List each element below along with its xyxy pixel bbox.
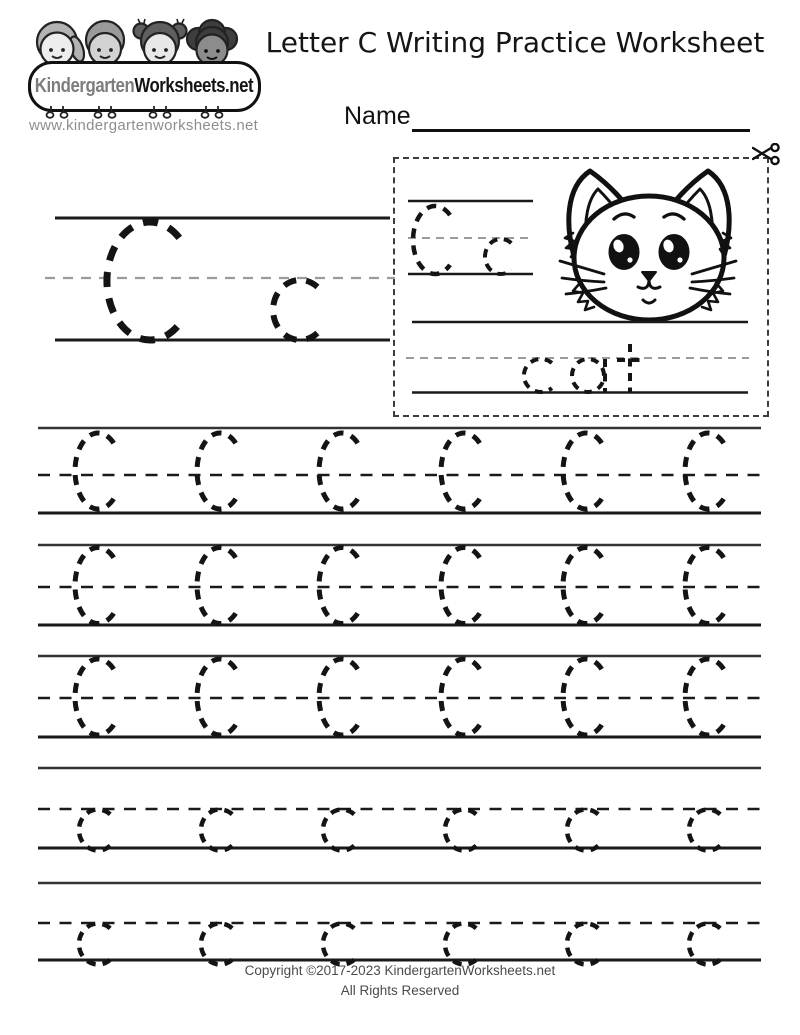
- copyright-text: Copyright ©2017-2023 KindergartenWorksheets.net: [244, 963, 556, 978]
- logo-badge: [28, 61, 261, 112]
- page-title: Letter C Writing Practice Worksheet: [265, 26, 765, 59]
- logo-text: [35, 75, 253, 98]
- trace-letter-C: [563, 548, 602, 624]
- trace-letter-C: [197, 548, 236, 624]
- kid-girl-pigtails: [134, 19, 187, 65]
- trace-letter-c: [201, 809, 232, 850]
- trace-letter-C: [75, 433, 114, 509]
- kid-boy-curly: [187, 20, 237, 66]
- trace-letter-c: [689, 810, 720, 851]
- scissors-icon: [752, 143, 782, 167]
- kid-boy-gray: [86, 21, 124, 65]
- trace-letter-C: [441, 433, 480, 509]
- trace-letter-C: [319, 548, 358, 624]
- trace-letter-C: [319, 433, 358, 509]
- kid-girl-ponytail: [37, 22, 87, 66]
- intro-uppercase-letter: [107, 222, 179, 340]
- trace-letter-C: [197, 659, 236, 735]
- trace-letter-C: [441, 659, 480, 735]
- trace-letter-C: [75, 659, 114, 735]
- trace-letter-C: [197, 433, 236, 509]
- practice-row-2: [38, 545, 761, 625]
- logo-text-kindergarten: Kindergarten: [35, 75, 135, 97]
- practice-row-5: [38, 883, 761, 965]
- practice-row-1: [38, 428, 761, 513]
- trace-letter-c: [567, 809, 598, 850]
- trace-letter-C: [441, 548, 480, 624]
- logo-text-worksheets: Worksheets.net: [134, 75, 254, 97]
- name-label: Name: [344, 102, 411, 130]
- trace-letter-C: [319, 659, 358, 735]
- trace-letter-c: [445, 923, 476, 964]
- trace-letter-c: [445, 809, 476, 850]
- trace-letter-c: [323, 923, 354, 964]
- trace-letter-c: [689, 923, 720, 964]
- name-blank-line: [412, 129, 750, 132]
- trace-letter-C: [563, 433, 602, 509]
- trace-letter-C: [685, 659, 724, 735]
- footer: [0, 961, 800, 1001]
- intro-example: [45, 218, 395, 340]
- trace-letter-c: [79, 809, 110, 850]
- trace-letter-C: [563, 659, 602, 735]
- cat-head: [574, 196, 724, 320]
- trace-letter-c: [201, 923, 232, 964]
- cat-face-illustration: [546, 161, 750, 321]
- rights-text: All Rights Reserved: [340, 983, 460, 998]
- trace-letter-C: [685, 433, 724, 509]
- trace-letter-c: [323, 809, 354, 850]
- intro-lowercase-letter: [273, 280, 317, 340]
- logo-url: www.kindergartenworksheets.net: [29, 117, 259, 134]
- site-logo: [0, 0, 270, 140]
- practice-row-3: [38, 656, 761, 737]
- trace-letter-c: [79, 924, 110, 965]
- trace-letter-C: [75, 548, 114, 624]
- practice-row-4: [38, 768, 761, 851]
- trace-letter-c: [567, 923, 598, 964]
- trace-letter-C: [685, 548, 724, 624]
